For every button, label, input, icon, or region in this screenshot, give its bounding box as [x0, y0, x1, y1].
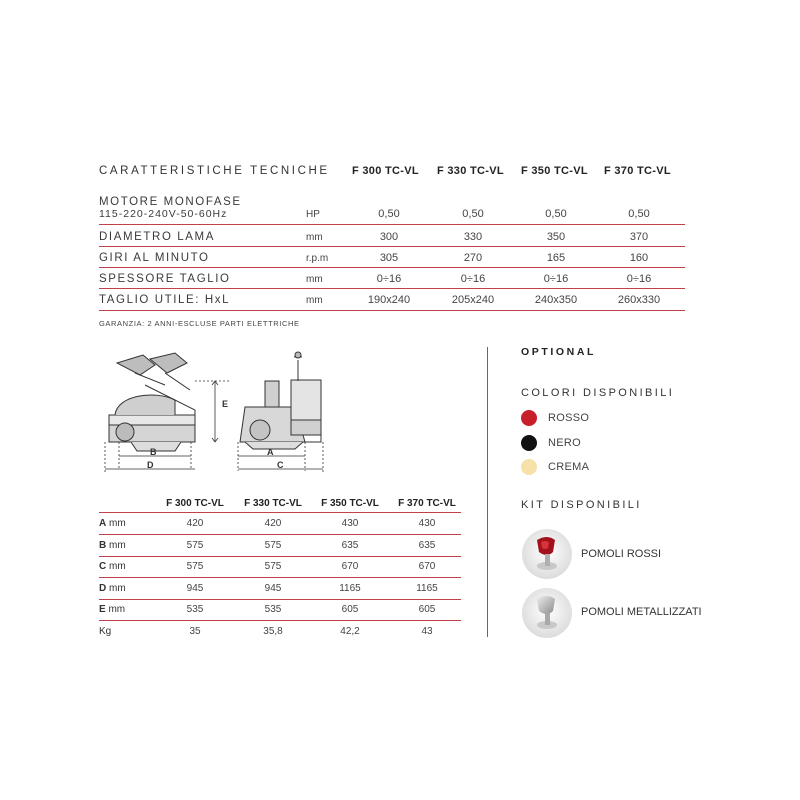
dim-cell: 535: [264, 604, 282, 615]
dim-cell: 420: [186, 518, 204, 529]
dim-model-header: F 300 TC-VL: [166, 498, 224, 509]
row-divider: [99, 556, 461, 557]
dim-cell: 35: [189, 626, 201, 637]
spec-row-unit: r.p.m: [306, 253, 329, 264]
row-divider: [99, 534, 461, 535]
dim-cell: 430: [418, 518, 436, 529]
dim-row-label: Kg: [99, 626, 112, 637]
dim-cell: 575: [186, 540, 204, 551]
dim-label-d: D: [147, 460, 154, 470]
dim-label-e: E: [222, 399, 229, 409]
spec-model-header: F 330 TC-VL: [437, 165, 504, 177]
dim-cell: 1165: [416, 583, 438, 594]
dim-cell: 420: [264, 518, 282, 529]
spec-row-label: GIRI AL MINUTO: [99, 252, 210, 264]
dim-cell: 1165: [339, 583, 361, 594]
kit-label: POMOLI METALLIZZATI: [581, 606, 702, 618]
spec-cell: 305: [379, 252, 399, 264]
slicer-dimension-drawing: [95, 345, 435, 480]
dim-label-b: B: [150, 447, 157, 457]
dim-row-label: E mm: [99, 604, 126, 615]
spec-cell: 205x240: [451, 294, 495, 306]
dim-cell: 575: [186, 561, 204, 572]
spec-row-sublabel: 115-220-240V-50-60Hz: [99, 208, 228, 220]
color-label: NERO: [548, 437, 581, 449]
dim-model-header: F 350 TC-VL: [321, 498, 379, 509]
dim-cell: 635: [341, 540, 359, 551]
row-divider: [99, 267, 685, 268]
dim-cell: 43: [421, 626, 433, 637]
spec-cell: 190x240: [367, 294, 411, 306]
spec-cell: 0÷16: [376, 273, 402, 285]
color-swatch-nero: [521, 435, 537, 451]
dim-row-label: A mm: [99, 518, 126, 529]
section-divider: [487, 347, 488, 637]
colors-title: COLORI DISPONIBILI: [521, 387, 675, 399]
dim-cell: 575: [264, 561, 282, 572]
spec-row-label: TAGLIO UTILE: HxL: [99, 294, 231, 306]
spec-model-header: F 350 TC-VL: [521, 165, 588, 177]
row-divider: [99, 512, 461, 513]
dim-row-label: B mm: [99, 540, 126, 551]
spec-row-unit: mm: [306, 274, 323, 285]
dim-cell: 670: [418, 561, 436, 572]
spec-row-label: MOTORE MONOFASE: [99, 196, 242, 208]
row-divider: [99, 246, 685, 247]
row-divider: [99, 224, 685, 225]
row-divider: [99, 620, 461, 621]
spec-cell: 350: [546, 231, 566, 243]
dim-cell: 430: [341, 518, 359, 529]
spec-row-unit: HP: [306, 209, 320, 220]
dim-cell: 575: [264, 540, 282, 551]
color-label: CREMA: [548, 461, 590, 473]
spec-cell: 165: [546, 252, 566, 264]
spec-title: CARATTERISTICHE TECNICHE: [99, 165, 330, 177]
dim-model-header: F 370 TC-VL: [398, 498, 456, 509]
spec-cell: 0,50: [462, 208, 484, 220]
spec-cell: 0÷16: [626, 273, 652, 285]
dim-cell: 670: [341, 561, 359, 572]
spec-row-unit: mm: [306, 295, 323, 306]
spec-cell: 370: [629, 231, 649, 243]
color-swatch-crema: [521, 459, 537, 475]
dim-cell: 35,8: [263, 626, 283, 637]
dim-row-label: C mm: [99, 561, 126, 572]
spec-cell: 160: [629, 252, 649, 264]
color-label: ROSSO: [548, 412, 590, 424]
spec-cell: 0,50: [628, 208, 650, 220]
row-divider: [99, 288, 685, 289]
spec-cell: 0,50: [378, 208, 400, 220]
dim-cell: 945: [264, 583, 282, 594]
spec-cell: 300: [379, 231, 399, 243]
dim-cell: 945: [186, 583, 204, 594]
color-swatch-rosso: [521, 410, 537, 426]
spec-cell: 260x330: [617, 294, 661, 306]
row-divider: [99, 577, 461, 578]
spec-cell: 0,50: [545, 208, 567, 220]
dim-cell: 535: [186, 604, 204, 615]
spec-cell: 0÷16: [543, 273, 569, 285]
spec-row-unit: mm: [306, 232, 323, 243]
dim-label-a: A: [267, 447, 274, 457]
kit-label: POMOLI ROSSI: [581, 548, 662, 560]
dim-row-label: D mm: [99, 583, 126, 594]
dim-model-header: F 330 TC-VL: [244, 498, 302, 509]
kits-title: KIT DISPONIBILI: [521, 499, 642, 511]
spec-model-header: F 370 TC-VL: [604, 165, 671, 177]
spec-cell: 330: [463, 231, 483, 243]
dim-label-c: C: [277, 460, 284, 470]
row-divider: [99, 310, 685, 311]
spec-row-label: DIAMETRO LAMA: [99, 231, 216, 243]
warranty-note: GARANZIA: 2 ANNI-ESCLUSE PARTI ELETTRICHE: [99, 319, 300, 328]
dim-cell: 635: [418, 540, 436, 551]
optional-title: OPTIONAL: [521, 346, 597, 358]
dim-cell: 605: [341, 604, 359, 615]
spec-model-header: F 300 TC-VL: [352, 165, 419, 177]
metal-knob-icon: [521, 587, 573, 639]
dim-cell: 42,2: [340, 626, 360, 637]
spec-cell: 270: [463, 252, 483, 264]
spec-cell: 0÷16: [460, 273, 486, 285]
red-knob-icon: [521, 528, 573, 580]
spec-cell: 240x350: [534, 294, 578, 306]
row-divider: [99, 599, 461, 600]
dim-cell: 605: [418, 604, 436, 615]
spec-row-label: SPESSORE TAGLIO: [99, 273, 231, 285]
